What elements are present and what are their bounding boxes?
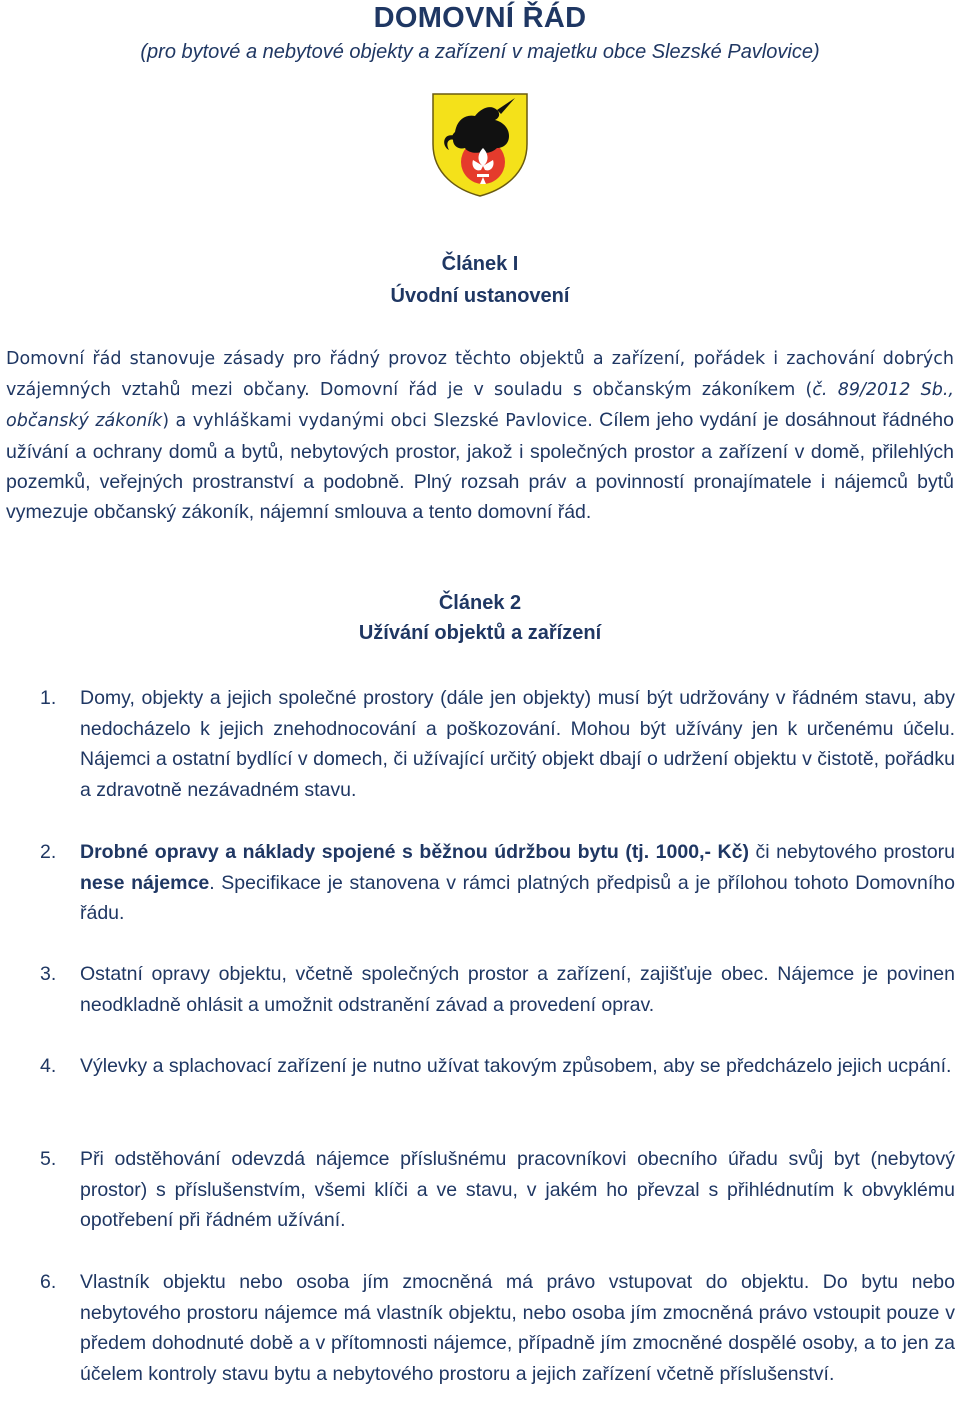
item-3-text: Ostatní opravy objektu, včetně společných prostor a zařízení, zajišťuje obec. Nájemce je povinen neodkladně ohlásit a umožnit odstranění závad a provedení oprav.	[80, 963, 955, 1016]
item-number: 2.	[40, 841, 57, 863]
article1-title: Úvodní ustanovení	[390, 285, 570, 307]
article1-p1-b: ) a vyhláškami vydanými obci Slezské Pavlovice.	[162, 411, 593, 432]
article2-title: Užívání objektů a zařízení	[358, 622, 602, 644]
coat-of-arms-icon	[431, 92, 529, 198]
item-number: 6.	[40, 1271, 57, 1293]
item-5-text: Při odstěhování odevzdá nájemce příslušnému pracovníkovi obecního úřadu svůj byt (nebytový prostor) s příslušenstvím, všemi klíči a ve stavu, v jakém ho převzal s přihlédnutím k obvyklému opotřebení při řádném užívání.	[80, 1148, 955, 1231]
article1-number: Článek I	[441, 253, 519, 275]
item-4-text: Výlevky a splachovací zařízení je nutno užívat takovým způsobem, aby se předcházelo jejich ucpání.	[80, 1055, 952, 1077]
item-number: 5.	[40, 1148, 57, 1170]
article1-p1-a: Domovní řád stanovuje zásady pro řádný provoz těchto objektů a zařízení, pořádek i zachování dobrých vzájemných vztahů mezi občany. Domovní řád je v souladu s občanským zákoníkem (	[6, 349, 954, 401]
article1-p2: Cílem jeho vydání je dosáhnout řádného užívání a ochrany domů a bytů, nebytových prostor, jakož i společných prostor a zařízení v domě, přilehlých pozemků, veřejných prostranství a podobně. Plný rozsah práv a povinností pronajímatele i nájemců bytů vymezuje občanský zákoník, nájemní smlouva a tento domovní řád.	[6, 409, 954, 524]
document-title: DOMOVNÍ ŘÁD	[373, 2, 587, 34]
item-2-text	[80, 837, 955, 929]
item-2-text-2: . Specifikace je stanovena v rámci platných předpisů a je přílohou tohoto Domovního řádu.	[80, 871, 955, 924]
item-2-bold-2: nese nájemce	[80, 871, 210, 894]
item-number: 3.	[40, 963, 57, 985]
item-6-text: Vlastník objektu nebo osoba jím zmocněná má právo vstupovat do objektu. Do bytu nebo nebytového prostoru nájemce má vlastník objektu, nebo osoba jím zmocněná právo vstoupit pouze v předem dohodnuté době a v přítomnosti nájemce, případně jím zmocněné dospělé osoby, a to jen za účelem kontroly stavu bytu a nebytového prostoru a jejich zařízení včetně příslušenství.	[80, 1271, 955, 1385]
article1-body	[6, 343, 954, 527]
item-number: 4.	[40, 1055, 57, 1077]
item-2-bold-1: Drobné opravy a náklady spojené s běžnou údržbou bytu (tj. 1000,- Kč)	[80, 841, 749, 863]
article1-p1-italic: č. 89/2012 Sb., občanský zákoník	[6, 380, 954, 432]
item-number: 1.	[40, 687, 57, 709]
article2-number: Článek 2	[438, 592, 522, 614]
document-subtitle: (pro bytové a nebytové objekty a zařízení v majetku obce Slezské Pavlovice)	[140, 41, 820, 63]
item-1-text: Domy, objekty a jejich společné prostory (dále jen objekty) musí být udržovány v řádném stavu, aby nedocházelo k jejich znehodnocování a poškozování. Mohou být užívány jen k určenému účelu. Nájemci a ostatní bydlící v domech, či užívající určitý objekt dbají o udržení objektu v čistotě, pořádku a zdravotně nezávadném stavu.	[80, 687, 955, 801]
item-2-text-1: či nebytového prostoru	[748, 841, 955, 863]
